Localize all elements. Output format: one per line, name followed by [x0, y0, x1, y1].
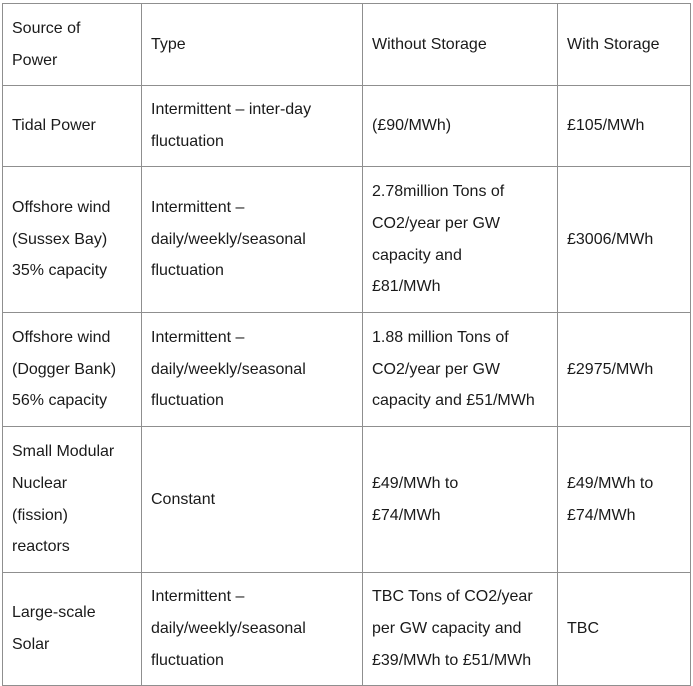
- header-source-of-power: Source of Power: [3, 4, 142, 86]
- cell-type: Intermittent – inter-day fluctuation: [142, 86, 363, 167]
- cell-source: Offshore wind (Sussex Bay) 35% capacity: [3, 167, 142, 313]
- cell-without-storage: TBC Tons of CO2/year per GW capacity and £39/MWh to £51/MWh: [363, 573, 558, 686]
- header-with-storage: With Storage: [558, 4, 691, 86]
- cell-with-storage: £49/MWh to £74/MWh: [558, 427, 691, 573]
- table-row: [3, 313, 691, 427]
- cell-type: Intermittent – daily/weekly/seasonal fluctuation: [142, 167, 363, 313]
- header-row: [3, 4, 691, 86]
- cell-type: Intermittent – daily/weekly/seasonal fluctuation: [142, 313, 363, 427]
- table-row: [3, 167, 691, 313]
- cell-without-storage: 2.78million Tons of CO2/year per GW capacity and £81/MWh: [363, 167, 558, 313]
- header-without-storage: Without Storage: [363, 4, 558, 86]
- cell-type: Intermittent – daily/weekly/seasonal fluctuation: [142, 573, 363, 686]
- header-type: Type: [142, 4, 363, 86]
- cell-with-storage: £2975/MWh: [558, 313, 691, 427]
- cell-without-storage: (£90/MWh): [363, 86, 558, 167]
- cell-source: Large-scale Solar: [3, 573, 142, 686]
- table-row: [3, 86, 691, 167]
- table-row: [3, 427, 691, 573]
- cell-with-storage: TBC: [558, 573, 691, 686]
- cell-with-storage: £105/MWh: [558, 86, 691, 167]
- cell-type: Constant: [142, 427, 363, 573]
- cell-without-storage: £49/MWh to £74/MWh: [363, 427, 558, 573]
- cell-source: Tidal Power: [3, 86, 142, 167]
- table-row: [3, 573, 691, 686]
- cell-with-storage: £3006/MWh: [558, 167, 691, 313]
- cell-without-storage: 1.88 million Tons of CO2/year per GW capacity and £51/MWh: [363, 313, 558, 427]
- cell-source: Offshore wind (Dogger Bank) 56% capacity: [3, 313, 142, 427]
- cell-source: Small Modular Nuclear (fission) reactors: [3, 427, 142, 573]
- power-sources-table: [2, 3, 691, 686]
